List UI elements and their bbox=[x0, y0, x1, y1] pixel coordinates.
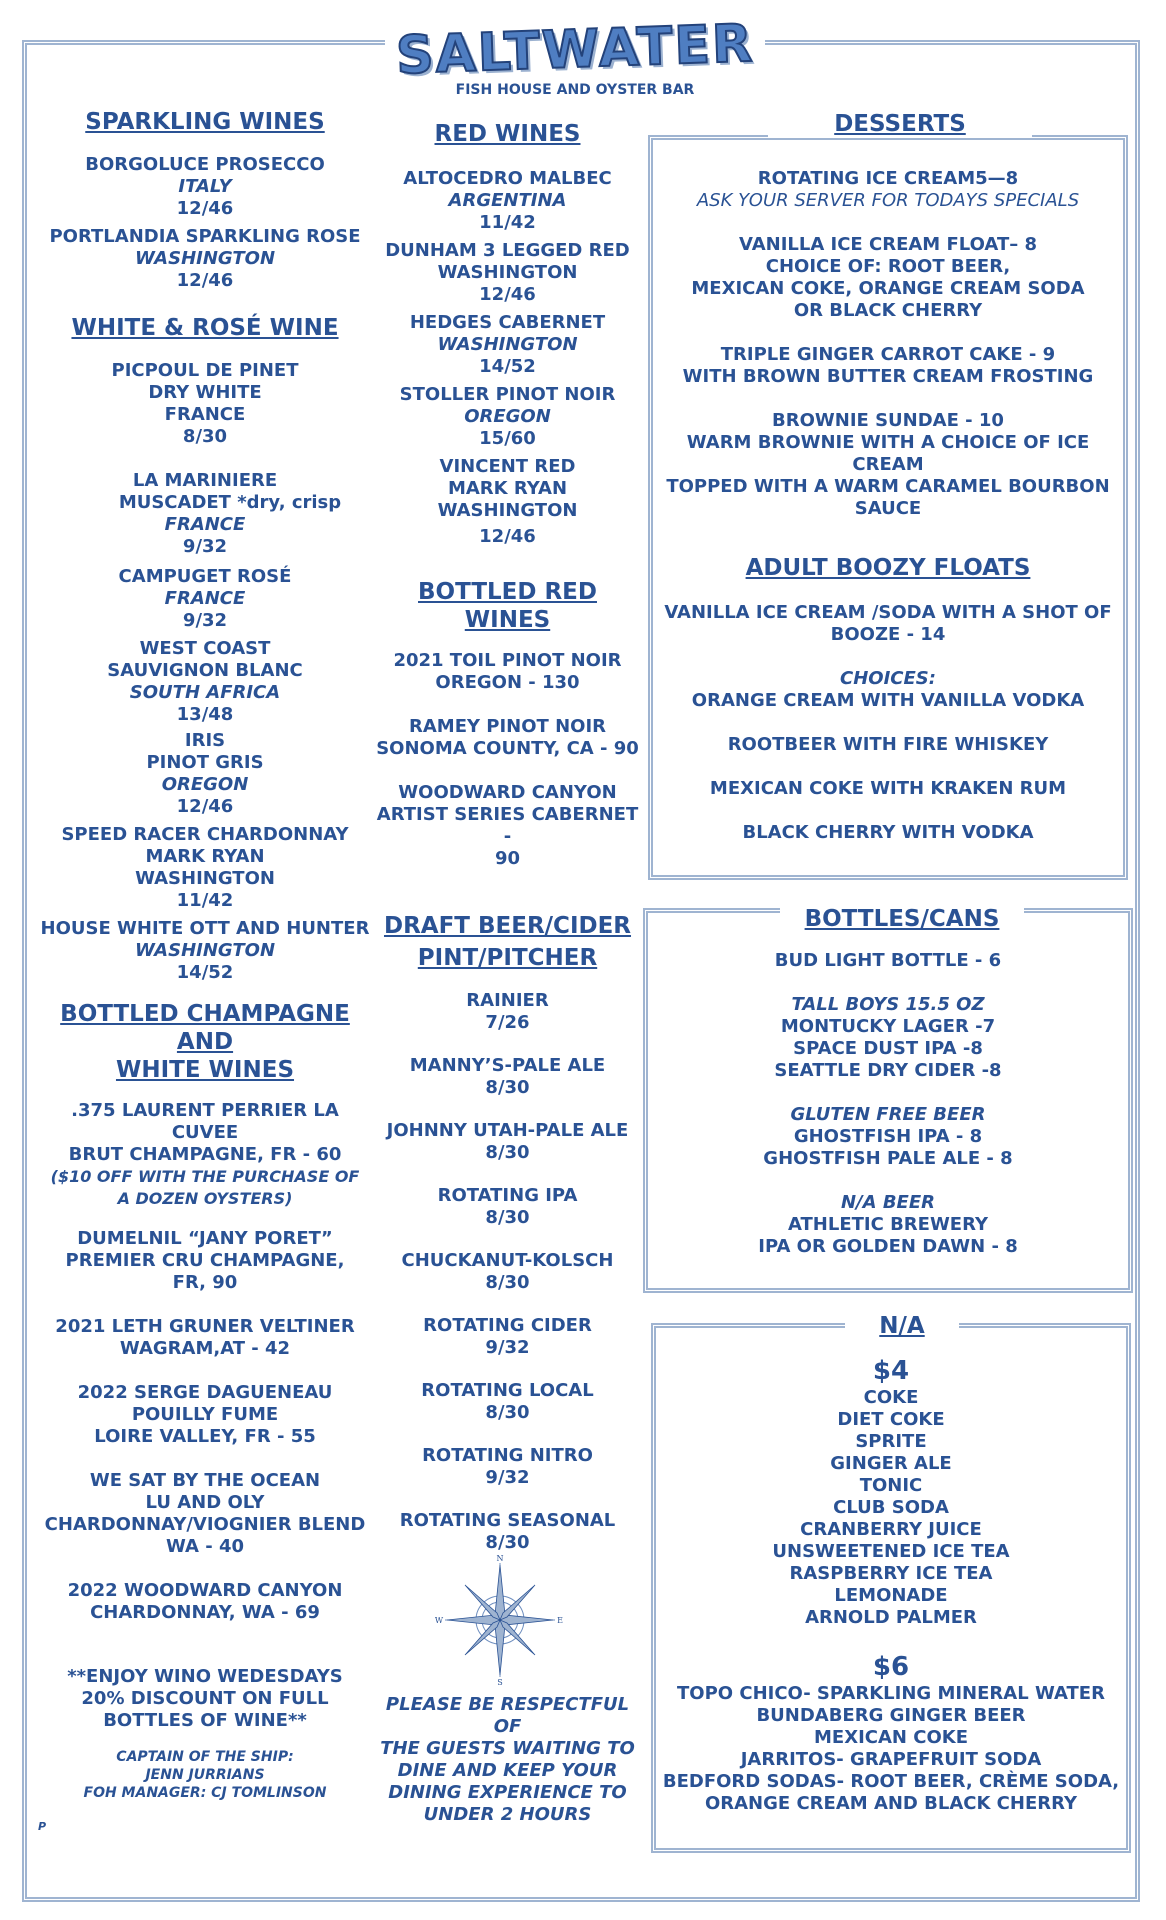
wine-region: SOUTH AFRICA bbox=[129, 682, 281, 703]
na-drink: COKE bbox=[863, 1387, 919, 1408]
bottles-content bbox=[655, 950, 1121, 1258]
dessert-line: SAUCE bbox=[854, 498, 922, 519]
bottle-subhead: GLUTEN FREE BEER bbox=[790, 1104, 986, 1125]
na-drink: DIET COKE bbox=[837, 1409, 945, 1430]
na-drink: MEXICAN COKE bbox=[813, 1727, 968, 1748]
bottle-line: SEATTLE DRY CIDER -8 bbox=[774, 1060, 1002, 1081]
wine-line: WASHINGTON bbox=[135, 868, 275, 889]
compass-rose-icon bbox=[435, 1555, 565, 1685]
draft-heading: PINT/PITCHER bbox=[417, 945, 598, 971]
wine-line: LU AND OLY bbox=[145, 1492, 265, 1513]
wine-region: FRANCE bbox=[164, 514, 246, 535]
wine-line: SPEED RACER CHARDONNAY bbox=[61, 824, 349, 845]
bottle-line: IPA OR GOLDEN DAWN - 8 bbox=[758, 1236, 1018, 1257]
compass-n: N bbox=[496, 1555, 504, 1563]
beer-name: JOHNNY UTAH-PALE ALE bbox=[386, 1120, 629, 1141]
dessert-note: ASK YOUR SERVER FOR TODAYS SPECIALS bbox=[696, 190, 1080, 211]
boozy-choices-label: CHOICES: bbox=[840, 668, 936, 689]
boozy-line: VANILLA ICE CREAM /SODA WITH A SHOT OF bbox=[664, 602, 1112, 623]
wine-line: DUNHAM 3 LEGGED RED bbox=[385, 240, 630, 261]
dessert-line: MEXICAN COKE, ORANGE CREAM SODA bbox=[691, 278, 1085, 299]
wine-line: CHARDONNAY, WA - 69 bbox=[90, 1602, 320, 1623]
beer-name: ROTATING CIDER bbox=[423, 1315, 592, 1336]
wine-line: CAMPUGET ROSÉ bbox=[118, 566, 292, 587]
wine-price: 9/32 bbox=[182, 536, 228, 557]
wine-note: A DOZEN OYSTERS) bbox=[117, 1189, 293, 1208]
wine-line: DUMELNIL “JANY PORET” bbox=[77, 1228, 333, 1249]
beer-price: 8/30 bbox=[485, 1272, 530, 1293]
staff-line: JENN JURRIANS bbox=[145, 1767, 265, 1783]
wine-price: 12/46 bbox=[479, 526, 536, 547]
dessert-line: OR BLACK CHERRY bbox=[793, 300, 983, 321]
na-drink: TONIC bbox=[859, 1475, 923, 1496]
beer-price: 8/30 bbox=[485, 1207, 530, 1228]
wine-line: DRY WHITE bbox=[148, 382, 262, 403]
wine-line: PINOT GRIS bbox=[146, 752, 264, 773]
boozy-heading: ADULT BOOZY FLOATS bbox=[745, 555, 1031, 581]
wine-region: WASHINGTON bbox=[437, 334, 578, 355]
dessert-line: BROWNIE SUNDAE - 10 bbox=[772, 410, 1004, 431]
dessert-line: CHOICE OF: ROOT BEER, bbox=[765, 256, 1011, 277]
na-drink: ORANGE CREAM AND BLACK CHERRY bbox=[704, 1793, 1078, 1814]
boozy-line: BOOZE - 14 bbox=[830, 624, 946, 645]
staff-line: FOH MANAGER: CJ TOMLINSON bbox=[83, 1785, 327, 1801]
sparkling-item-price: 12/46 bbox=[176, 198, 234, 219]
corner-mark: P bbox=[38, 1820, 47, 1833]
wine-line: POUILLY FUME bbox=[131, 1404, 279, 1425]
desserts-content bbox=[660, 168, 1116, 844]
beer-price: 8/30 bbox=[485, 1077, 530, 1098]
wine-line: BRUT CHAMPAGNE, FR - 60 bbox=[68, 1144, 342, 1165]
wine-line: PREMIER CRU CHAMPAGNE, bbox=[65, 1250, 345, 1271]
wine-line: 2021 LETH GRUNER VELTINER bbox=[55, 1316, 355, 1337]
bottle-subhead: TALL BOYS 15.5 OZ bbox=[791, 994, 985, 1015]
wine-line: RAMEY PINOT NOIR bbox=[408, 716, 607, 737]
wine-line: LA MARINIERE bbox=[132, 470, 278, 491]
wine-region: OREGON bbox=[464, 406, 551, 427]
middle-column bbox=[375, 120, 640, 1554]
wine-line: WEST COAST bbox=[139, 638, 271, 659]
na-drink: SPRITE bbox=[855, 1431, 927, 1452]
promo-line: 20% DISCOUNT ON FULL bbox=[81, 1688, 329, 1709]
wine-line: 90 bbox=[494, 848, 521, 869]
promo-line: **ENJOY WINO WEDESDAYS bbox=[67, 1666, 343, 1687]
staff-line: CAPTAIN OF THE SHIP: bbox=[116, 1749, 294, 1765]
desserts-heading: DESSERTS bbox=[768, 110, 1032, 138]
wine-line: WASHINGTON bbox=[437, 500, 578, 521]
white-rose-heading: WHITE & ROSÉ WINE bbox=[71, 315, 339, 341]
wine-line: HEDGES CABERNET bbox=[409, 312, 606, 333]
beer-price: 8/30 bbox=[485, 1402, 530, 1423]
logo-wordmark: SALTWATER bbox=[395, 13, 755, 87]
wine-price: 14/52 bbox=[479, 356, 536, 377]
beer-name: ROTATING LOCAL bbox=[421, 1380, 594, 1401]
boozy-choice: MEXICAN COKE WITH KRAKEN RUM bbox=[709, 778, 1067, 799]
dessert-line: TRIPLE GINGER CARROT CAKE - 9 bbox=[720, 344, 1056, 365]
notice-line: DINING EXPERIENCE TO bbox=[388, 1782, 627, 1803]
wine-region: WASHINGTON bbox=[134, 940, 276, 961]
bottle-subhead: N/A BEER bbox=[840, 1192, 935, 1213]
wine-line: OREGON - 130 bbox=[435, 672, 580, 693]
wine-line: LOIRE VALLEY, FR - 55 bbox=[94, 1426, 316, 1447]
left-column bbox=[40, 108, 370, 1802]
wine-line: PICPOUL DE PINET bbox=[111, 360, 299, 381]
bottles-heading: BOTTLES/CANS bbox=[780, 905, 1024, 933]
logo-tagline: FISH HOUSE AND OYSTER BAR bbox=[455, 82, 695, 98]
compass-w: W bbox=[435, 1616, 444, 1625]
wine-line: WAGRAM,AT - 42 bbox=[119, 1338, 291, 1359]
wine-line: 2022 SERGE DAGUENEAU bbox=[77, 1382, 333, 1403]
boozy-choice: ROOTBEER WITH FIRE WHISKEY bbox=[727, 734, 1049, 755]
notice-line: UNDER 2 HOURS bbox=[423, 1804, 592, 1825]
na-heading: N/A bbox=[845, 1312, 959, 1340]
bottle-line: GHOSTFISH PALE ALE - 8 bbox=[763, 1148, 1013, 1169]
dessert-line: ROTATING ICE CREAM5—8 bbox=[757, 168, 1019, 189]
wine-line: 2022 WOODWARD CANYON bbox=[67, 1580, 343, 1601]
wine-region: OREGON bbox=[161, 774, 249, 795]
wine-region: ARGENTINA bbox=[448, 190, 567, 211]
wine-line: ARTIST SERIES CABERNET - bbox=[376, 804, 639, 847]
promo-line: BOTTLES OF WINE** bbox=[103, 1710, 307, 1731]
sparkling-item-region: ITALY bbox=[178, 176, 232, 197]
wine-price: 15/60 bbox=[479, 428, 536, 449]
wine-line: VINCENT RED bbox=[439, 456, 576, 477]
na-drink: CRANBERRY JUICE bbox=[800, 1519, 982, 1540]
beer-name: ROTATING NITRO bbox=[422, 1445, 593, 1466]
wine-line: FR, 90 bbox=[172, 1272, 238, 1293]
beer-price: 9/32 bbox=[485, 1467, 530, 1488]
champagne-heading: AND bbox=[176, 1029, 234, 1055]
wine-line: WA - 40 bbox=[165, 1536, 245, 1557]
sparkling-item-name: BORGOLUCE PROSECCO bbox=[85, 154, 325, 175]
wine-line: MUSCADET *dry, crisp bbox=[118, 492, 342, 513]
beer-name: ROTATING IPA bbox=[437, 1185, 578, 1206]
notice-line: PLEASE BE RESPECTFUL OF bbox=[385, 1694, 630, 1737]
na-drink: RASPBERRY ICE TEA bbox=[789, 1563, 993, 1584]
wine-line: IRIS bbox=[184, 730, 226, 751]
notice-line: THE GUESTS WAITING TO bbox=[380, 1738, 635, 1759]
beer-name: MANNY’S-PALE ALE bbox=[409, 1055, 606, 1076]
na-drink: GINGER ALE bbox=[830, 1453, 952, 1474]
wine-line: MARK RYAN bbox=[447, 478, 568, 499]
wine-price: 9/32 bbox=[182, 610, 228, 631]
wine-price: 14/52 bbox=[176, 962, 234, 983]
wine-line: FRANCE bbox=[164, 404, 246, 425]
red-heading: RED WINES bbox=[434, 121, 581, 147]
wine-price: 8/30 bbox=[182, 426, 228, 447]
bottled-red-heading: BOTTLED RED WINES bbox=[418, 579, 597, 633]
beer-name: RAINIER bbox=[466, 990, 549, 1011]
champagne-heading: BOTTLED CHAMPAGNE bbox=[60, 1001, 350, 1027]
wine-line: SAUVIGNON BLANC bbox=[107, 660, 303, 681]
wine-line: ALTOCEDRO MALBEC bbox=[403, 168, 612, 189]
wine-line: MARK RYAN bbox=[145, 846, 265, 867]
na-drink: ARNOLD PALMER bbox=[805, 1607, 977, 1628]
sparkling-item-price: 12/46 bbox=[176, 270, 234, 291]
na-content bbox=[660, 1355, 1122, 1815]
dessert-line: VANILLA ICE CREAM FLOAT– 8 bbox=[738, 234, 1038, 255]
wine-price: 11/42 bbox=[479, 212, 536, 233]
beer-price: 9/32 bbox=[485, 1337, 530, 1358]
wine-price: 11/42 bbox=[176, 890, 234, 911]
dessert-line: WARM BROWNIE WITH A CHOICE OF ICE CREAM bbox=[686, 432, 1090, 475]
bottle-line: SPACE DUST IPA -8 bbox=[793, 1038, 983, 1059]
na-drink: UNSWEETENED ICE TEA bbox=[772, 1541, 1010, 1562]
wine-line: SONOMA COUNTY, CA - 90 bbox=[376, 738, 639, 759]
notice-line: DINE AND KEEP YOUR bbox=[397, 1760, 618, 1781]
wine-line: STOLLER PINOT NOIR bbox=[399, 384, 616, 405]
wine-line: WOODWARD CANYON bbox=[398, 782, 617, 803]
compass-s: S bbox=[497, 1678, 503, 1685]
wine-line: .375 LAURENT PERRIER LA CUVEE bbox=[71, 1100, 339, 1143]
sparkling-item-name: PORTLANDIA SPARKLING ROSE bbox=[49, 226, 361, 247]
na-drink: LEMONADE bbox=[834, 1585, 948, 1606]
sparkling-heading: SPARKLING WINES bbox=[85, 109, 325, 135]
compass-e: E bbox=[557, 1616, 563, 1625]
beer-price: 7/26 bbox=[485, 1012, 530, 1033]
notice bbox=[375, 1694, 640, 1826]
wine-region: FRANCE bbox=[164, 588, 246, 609]
bottle-line: GHOSTFISH IPA - 8 bbox=[793, 1126, 983, 1147]
dessert-line: TOPPED WITH A WARM CARAMEL BOURBON bbox=[666, 476, 1110, 497]
na-drink: BEDFORD SODAS- ROOT BEER, CRÈME SODA, bbox=[662, 1771, 1120, 1792]
wine-line: 2021 TOIL PINOT NOIR bbox=[393, 650, 622, 671]
draft-heading: DRAFT BEER/CIDER bbox=[383, 913, 632, 939]
wine-price: 12/46 bbox=[176, 796, 234, 817]
bottle-line: ATHLETIC BREWERY bbox=[787, 1214, 989, 1235]
wine-note: ($10 OFF WITH THE PURCHASE OF bbox=[50, 1167, 360, 1186]
beer-name: ROTATING SEASONAL bbox=[399, 1510, 616, 1531]
wine-line: CHARDONNAY/VIOGNIER BLEND bbox=[44, 1514, 366, 1535]
wine-price: 13/48 bbox=[176, 704, 234, 725]
na-drink: CLUB SODA bbox=[833, 1497, 949, 1518]
na-price: $6 bbox=[872, 1652, 910, 1682]
boozy-choice: BLACK CHERRY WITH VODKA bbox=[742, 822, 1034, 843]
dessert-line: WITH BROWN BUTTER CREAM FROSTING bbox=[682, 366, 1094, 387]
wine-line: WE SAT BY THE OCEAN bbox=[89, 1470, 321, 1491]
boozy-choice: ORANGE CREAM WITH VANILLA VODKA bbox=[691, 690, 1085, 711]
wine-line: HOUSE WHITE OTT AND HUNTER bbox=[40, 918, 370, 939]
bottle-line: BUD LIGHT BOTTLE - 6 bbox=[774, 950, 1002, 971]
beer-price: 8/30 bbox=[485, 1142, 530, 1163]
wine-price: 12/46 bbox=[479, 284, 536, 305]
na-drink: BUNDABERG GINGER BEER bbox=[756, 1705, 1026, 1726]
bottle-line: MONTUCKY LAGER -7 bbox=[780, 1016, 996, 1037]
beer-name: CHUCKANUT-KOLSCH bbox=[401, 1250, 614, 1271]
wine-line: WASHINGTON bbox=[437, 262, 578, 283]
na-drink: JARRITOS- GRAPEFRUIT SODA bbox=[740, 1749, 1042, 1770]
na-price: $4 bbox=[872, 1356, 910, 1386]
na-drink: TOPO CHICO- SPARKLING MINERAL WATER bbox=[677, 1683, 1105, 1704]
champagne-heading: WHITE WINES bbox=[115, 1057, 295, 1083]
beer-price: 8/30 bbox=[485, 1532, 530, 1553]
sparkling-item-region: WASHINGTON bbox=[134, 248, 276, 269]
